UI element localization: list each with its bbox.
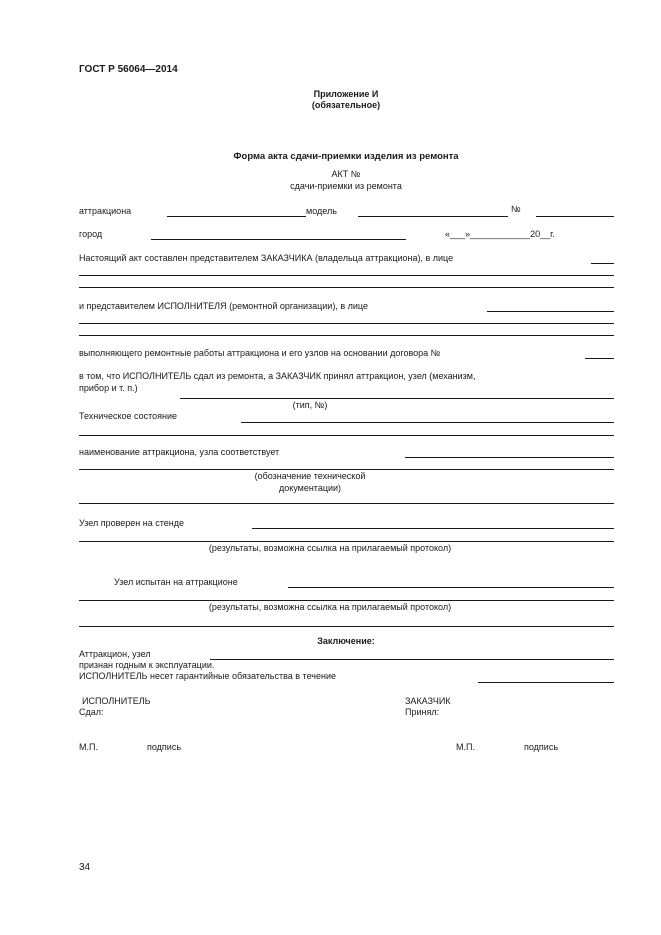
standard-code: ГОСТ Р 56064—2014 (79, 64, 178, 75)
ride-test-hint: (результаты, возможна ссылка на прилагаемый протокол) (208, 602, 452, 612)
stamp-left: М.П. (79, 742, 98, 752)
attraction-label: аттракциона (79, 206, 132, 216)
type-hint: (тип, №) (292, 400, 328, 410)
handover-text-1: в том, что ИСПОЛНИТЕЛЬ сдал из ремонта, а ЗАКАЗЧИК принял аттракцион, узел (механизм, (79, 371, 476, 381)
tech-state-label: Техническое состояние (79, 411, 178, 421)
conclusion-item-blank-line[interactable] (210, 659, 614, 660)
blank-line[interactable] (79, 323, 614, 324)
conclusion-title: Заключение: (317, 636, 375, 646)
doc-hint-1: (обозначение технической (254, 471, 366, 481)
item-blank-line[interactable] (180, 398, 614, 399)
act-number-label: АКТ № (331, 169, 361, 179)
conclusion-line-3: ИСПОЛНИТЕЛЬ несет гарантийные обязательства в течение (79, 671, 336, 681)
date-field: «___»____________20__г. (445, 229, 555, 239)
number-label: № (511, 204, 521, 214)
blank-line[interactable] (79, 287, 614, 288)
model-blank-line[interactable] (358, 216, 508, 217)
model-label: модель (306, 206, 337, 216)
contract-number-blank-line[interactable] (585, 358, 614, 359)
stand-test-label: Узел проверен на стенде (79, 518, 184, 528)
blank-line[interactable] (79, 541, 614, 542)
city-blank-line[interactable] (151, 239, 406, 240)
ride-test-label: Узел испытан на аттракционе (114, 577, 238, 587)
attraction-blank-line[interactable] (167, 216, 306, 217)
blank-line[interactable] (79, 335, 614, 336)
doc-hint-2: документации) (278, 483, 342, 493)
blank-line[interactable] (79, 600, 614, 601)
signature-right: подпись (524, 742, 559, 752)
handed-label: Сдал: (79, 707, 104, 717)
conclusion-line-1: Аттракцион, узел (79, 649, 151, 659)
blank-line[interactable] (79, 503, 614, 504)
compliance-label: наименование аттракциона, узла соответствует (79, 447, 280, 457)
handover-text-2: прибор и т. п.) (79, 383, 138, 393)
blank-line[interactable] (79, 626, 614, 627)
tech-state-blank-line[interactable] (241, 422, 614, 423)
contractor-rep-blank-line[interactable] (487, 311, 614, 312)
customer-rep-blank-line[interactable] (591, 263, 614, 264)
stand-test-hint: (результаты, возможна ссылка на прилагаемый протокол) (208, 543, 452, 553)
blank-line[interactable] (79, 435, 614, 436)
stand-test-blank-line[interactable] (252, 528, 614, 529)
contractor-rep-label: и представителем ИСПОЛНИТЕЛЯ (ремонтной организации), в лице (79, 301, 368, 311)
conclusion-line-2: признан годным к эксплуатации. (79, 660, 215, 670)
number-blank-line[interactable] (536, 216, 614, 217)
stamp-right: М.П. (456, 742, 475, 752)
act-subtitle: сдачи-приемки из ремонта (290, 181, 402, 191)
signature-left: подпись (147, 742, 182, 752)
form-title: Форма акта сдачи-приемки изделия из ремонта (233, 151, 459, 162)
city-label: город (79, 229, 103, 239)
customer-rep-label: Настоящий акт составлен представителем ЗАКАЗЧИКА (владельца аттракциона), в лице (79, 253, 454, 263)
customer-label: ЗАКАЗЧИК (405, 696, 451, 706)
blank-line[interactable] (79, 469, 614, 470)
contractor-label: ИСПОЛНИТЕЛЬ (82, 696, 151, 706)
appendix-note: (обязательное) (311, 100, 381, 110)
appendix-title: Приложение И (313, 89, 379, 99)
blank-line[interactable] (79, 275, 614, 276)
warranty-blank-line[interactable] (478, 682, 614, 683)
contract-label: выполняющего ремонтные работы аттракциона и его узлов на основании договора № (79, 348, 441, 358)
compliance-blank-line[interactable] (405, 457, 614, 458)
ride-test-blank-line[interactable] (288, 587, 614, 588)
accepted-label: Принял: (405, 707, 440, 717)
page-number: 34 (79, 862, 91, 873)
